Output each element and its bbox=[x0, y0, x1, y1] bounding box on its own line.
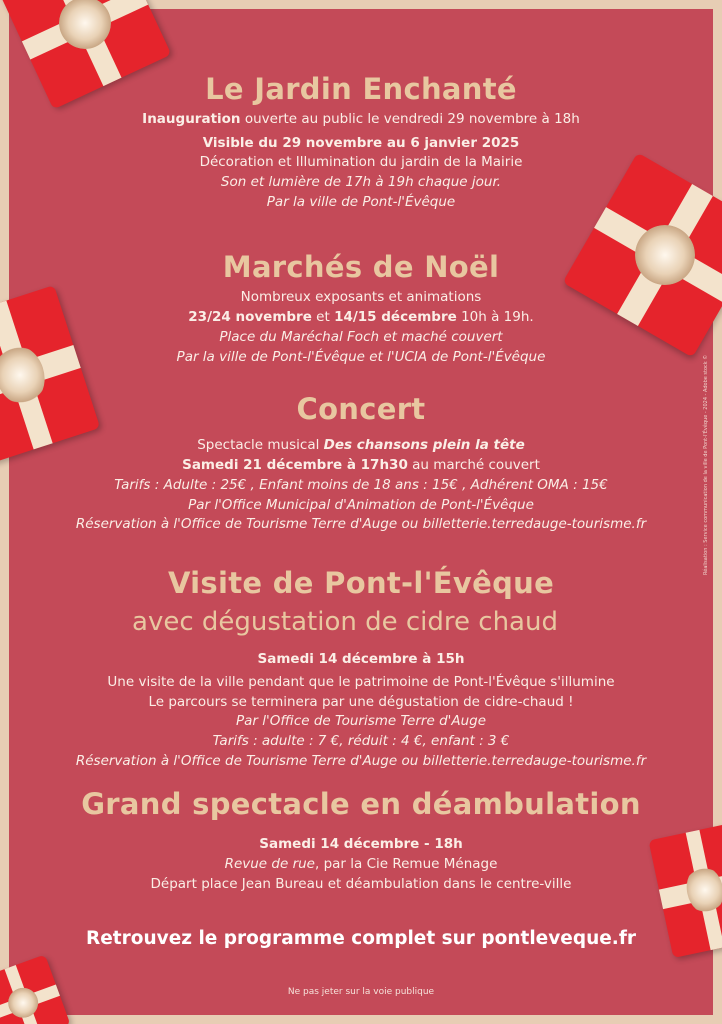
visite-subtitle: avec dégustation de cidre chaud bbox=[132, 607, 558, 637]
spectacle-troupe: Revue de rue, par la Cie Remue Ménage bbox=[224, 856, 498, 872]
marches-desc: Nombreux exposants et animations bbox=[240, 289, 482, 305]
visite-tarifs: Tarifs : adulte : 7 €, réduit : 4 €, enfant : 3 € bbox=[212, 733, 510, 749]
section-title-spectacle: Grand spectacle en déambulation bbox=[81, 787, 641, 821]
visite-desc-2: Le parcours se terminera par une dégustation de cidre-chaud ! bbox=[148, 694, 574, 710]
concert-organizer: Par l'Office Municipal d'Animation de Pont-l'Évêque bbox=[188, 497, 534, 513]
section-title-jardin: Le Jardin Enchanté bbox=[205, 72, 517, 106]
visite-desc: Une visite de la ville pendant que le patrimoine de Pont-l'Évêque s'illumine bbox=[107, 674, 615, 690]
section-title-marches: Marchés de Noël bbox=[222, 250, 500, 284]
visite-organizer: Par l'Office de Tourisme Terre d'Auge bbox=[235, 713, 487, 729]
visite-date: Samedi 14 décembre à 15h bbox=[257, 651, 465, 667]
visite-reservation: Réservation à l'Office de Tourisme Terre d'Auge ou billetterie.terredauge-tourisme.fr bbox=[75, 753, 647, 769]
footer-notice: Ne pas jeter sur la voie publique bbox=[287, 987, 435, 997]
spectacle-depart: Départ place Jean Bureau et déambulation dans le centre-ville bbox=[150, 876, 572, 892]
visible-dates: Visible du 29 novembre au 6 janvier 2025 bbox=[202, 135, 520, 151]
spectacle-date: Samedi 14 décembre - 18h bbox=[259, 836, 463, 852]
inauguration-line: Inauguration ouverte au public le vendredi 29 novembre à 18h bbox=[142, 111, 580, 127]
concert-reservation: Réservation à l'Office de Tourisme Terre d'Auge ou billetterie.terredauge-tourisme.fr bbox=[75, 516, 647, 532]
jardin-desc: Décoration et Illumination du jardin de la Mairie bbox=[199, 154, 523, 170]
credit-text: Réalisation : Service communication de la ville de Pont-l'Évêque - 2024 - Adobe stock © bbox=[703, 354, 709, 575]
section-title-concert: Concert bbox=[296, 392, 426, 426]
jardin-organizer: Par la ville de Pont-l'Évêque bbox=[266, 194, 456, 210]
marches-dates: 23/24 novembre et 14/15 décembre 10h à 19h. bbox=[188, 309, 534, 325]
concert-show: Spectacle musical Des chansons plein la tête bbox=[197, 437, 525, 453]
marches-place: Place du Maréchal Foch et maché couvert bbox=[219, 329, 503, 345]
section-title-visite: Visite de Pont-l'Évêque bbox=[167, 566, 555, 600]
concert-tarifs: Tarifs : Adulte : 25€ , Enfant moins de 18 ans : 15€ , Adhérent OMA : 15€ bbox=[114, 477, 608, 493]
concert-date: Samedi 21 décembre à 17h30 au marché couvert bbox=[182, 457, 540, 473]
marches-organizer: Par la ville de Pont-l'Évêque et l'UCIA de Pont-l'Évêque bbox=[176, 349, 546, 365]
jardin-son-lumiere: Son et lumière de 17h à 19h chaque jour. bbox=[220, 174, 502, 190]
programme-link[interactable]: Retrouvez le programme complet sur pontleveque.fr bbox=[86, 928, 636, 949]
